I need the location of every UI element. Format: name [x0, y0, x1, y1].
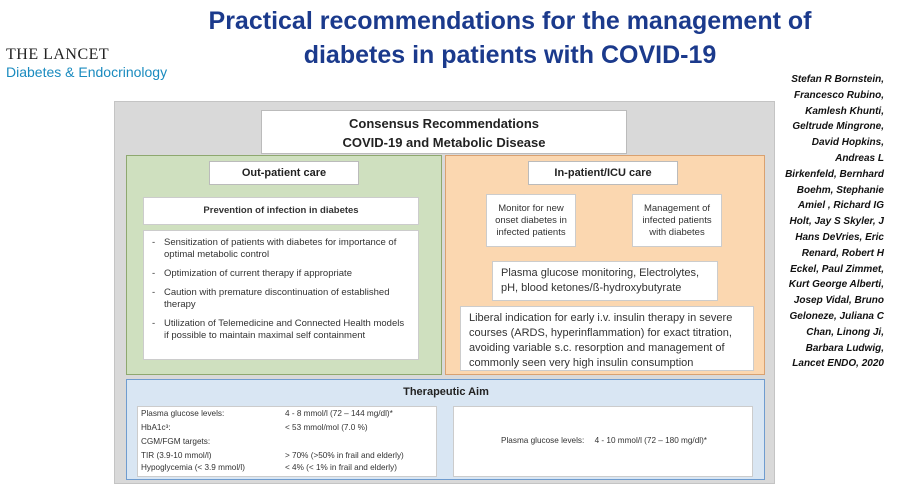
row-label: CGM/FGM targets: [141, 437, 211, 446]
list-item: - Sensitization of patients with diabetes for importance of optimal metabolic control [164, 237, 410, 261]
list-item: - Caution with premature discontinuation of established therapy [164, 287, 410, 311]
outpatient-header: Out-patient care [209, 161, 359, 185]
therapeutic-table [141, 408, 431, 474]
row-value: > 70% (>50% in frail and elderly) [285, 451, 404, 460]
journal-name: THE LANCET [6, 46, 110, 63]
outpatient-list [143, 230, 419, 360]
journal-subtitle: Diabetes & Endocrinology [6, 64, 168, 80]
row-label: Plasma glucose levels: [141, 409, 225, 418]
row-label: Plasma glucose levels: [501, 436, 585, 445]
consensus-subtitle: COVID-19 and Metabolic Disease [342, 135, 546, 150]
slide-figure [114, 101, 775, 484]
monitor-box: Monitor for new onset diabetes in infected patients [486, 194, 576, 247]
row-label: TIR (3.9-10 mmol/l) [141, 451, 212, 460]
management-box: Management of infected patients with diabetes [632, 194, 722, 247]
therapeutic-right-box [453, 406, 753, 477]
insulin-therapy-box: Liberal indication for early i.v. insulin therapy in severe courses (ARDS, hyperinflammation) for exact titration, avoiding variable s.c. resorption and management of commonly seen very high insulin consumption [460, 306, 754, 371]
page-title: Practical recommendations for the management of diabetes in patients with COVID-19 [208, 7, 812, 69]
row-value: 4 - 10 mmol/l (72 – 180 mg/dl)* [594, 436, 707, 445]
plasma-monitoring-box: Plasma glucose monitoring, Electrolytes, pH, blood ketones/ß-hydroxybutyrate [492, 261, 718, 301]
list-item: - Optimization of current therapy if appropriate [164, 268, 410, 280]
therapeutic-left-box [137, 406, 437, 477]
consensus-box [261, 110, 627, 154]
therapeutic-aim-panel [126, 379, 765, 480]
inpatient-header: In-patient/ICU care [528, 161, 678, 185]
prevention-box: Prevention of infection in diabetes [143, 197, 419, 225]
row-value: < 53 mmol/mol (7.0 %) [285, 423, 368, 432]
row-label: HbA1c³: [141, 423, 171, 432]
list-item: - Utilization of Telemedicine and Connected Health models if possible to maintain maximal self containment [164, 318, 410, 342]
row-value: < 4% (< 1% in frail and elderly) [285, 463, 397, 472]
row-label: Hypoglycemia (< 3.9 mmol/l) [141, 463, 245, 472]
row-value: 4 - 8 mmol/l (72 – 144 mg/dl)* [285, 409, 393, 418]
right-plasma-row [454, 435, 754, 446]
consensus-title: Consensus Recommendations [349, 116, 539, 131]
therapeutic-header: Therapeutic Aim [403, 386, 489, 398]
outpatient-panel [126, 155, 442, 375]
inpatient-panel [445, 155, 765, 375]
authors-list: Stefan R Bornstein, Francesco Rubino, Kamlesh Khunti, Geltrude Mingrone, David Hopkins, Andreas L Birkenfeld, Bernhard Boehm, Stephanie Amiel , Richard IG Holt, Jay S Skyler, J Hans DeVries, Eric Renard, Robert H Eckel, Paul Zimmet, Kurt George Alberti, Josep Vidal, Bruno Geloneze, Juliana C Chan, Linong Ji, Barbara Ludwig, Lancet ENDO, 2020 [785, 74, 884, 370]
